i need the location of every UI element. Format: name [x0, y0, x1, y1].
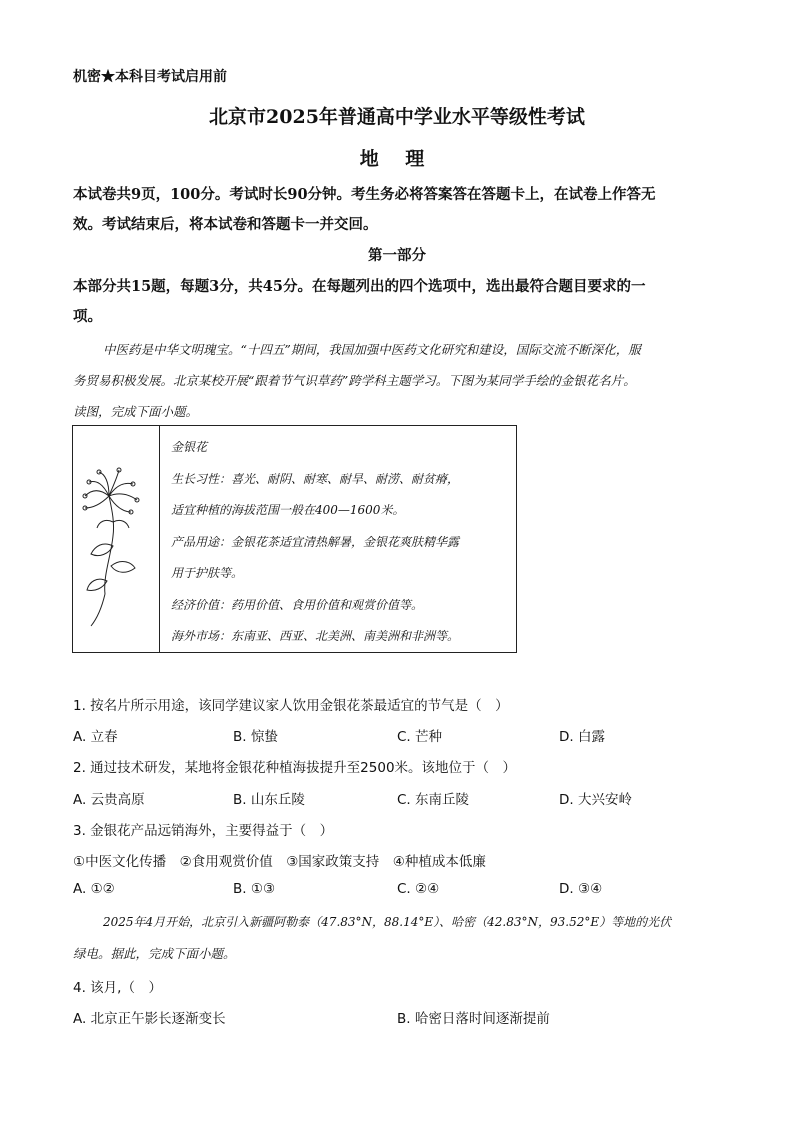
card-value-line: 经济价值：药用价值、食用价值和观赏价值等。	[171, 598, 424, 612]
part-title: 第一部分	[368, 247, 426, 264]
part-desc-line-2: 项。	[73, 308, 102, 325]
question-4-option-b[interactable]: B. 哈密日落时间逐渐提前	[397, 1011, 550, 1027]
card-habit-line-1: 生长习性：喜光、耐阴、耐寒、耐旱、耐涝、耐贫瘠，	[171, 472, 460, 486]
card-use-line-2: 用于护肤等。	[171, 566, 244, 580]
passage1-line-3: 读图，完成下面小题。	[73, 404, 199, 419]
question-2-option-a[interactable]: A. 云贵高原	[73, 792, 145, 808]
question-3-option-d[interactable]: D. ③④	[559, 881, 603, 897]
exam-title: 北京市2025年普通高中学业水平等级性考试	[209, 106, 585, 128]
part-desc-line-1: 本部分共15题，每题3分，共45分。在每题列出的四个选项中，选出最符合题目要求的一	[73, 278, 646, 295]
question-4-stem: 4. 该月,（ ）	[73, 980, 162, 996]
card-market-line: 海外市场：东南亚、西亚、北美洲、南美洲和非洲等。	[171, 629, 460, 643]
card-habit-line-2: 适宜种植的海拔范围一般在400—1600米。	[171, 503, 405, 517]
subject-title: 地 理	[359, 148, 435, 170]
passage1-line-1: 中医药是中华文明瑰宝。“十四五”期间，我国加强中医药文化研究和建设，国际交流不断深化，服	[103, 342, 641, 357]
passage1-line-2: 务贸易积极发展。北京某校开展“跟着节气识草药”跨学科主题学习。下图为某同学手绘的金银花名片。	[73, 373, 636, 388]
card-illustration-cell	[73, 426, 160, 652]
passage2-line-1: 2025年4月开始，北京引入新疆阿勒泰（47.83°N，88.14°E）、哈密（42.83°N，93.52°E）等地的光伏	[103, 915, 672, 929]
instructions-line-1: 本试卷共9页，100分。考试时长90分钟。考生务必将答案答在答题卡上，在试卷上作答无	[73, 186, 656, 203]
question-2-stem: 2. 通过技术研发，某地将金银花种植海拔提升至2500米。该地位于（ ）	[73, 760, 517, 776]
card-title: 金银花	[171, 440, 208, 454]
instructions-line-2: 效。考试结束后，将本试卷和答题卡一并交回。	[73, 216, 378, 233]
honeysuckle-drawing-icon	[73, 426, 159, 652]
question-2-option-b[interactable]: B. 山东丘陵	[233, 792, 305, 808]
card-use-line-1: 产品用途：金银花茶适宜清热解暑，金银花爽肤精华露	[171, 535, 460, 549]
question-1-option-c[interactable]: C. 芒种	[397, 729, 443, 745]
question-1-option-b[interactable]: B. 惊蛰	[233, 729, 278, 745]
question-3-option-a[interactable]: A. ①②	[73, 881, 115, 897]
confidential-label: 机密★本科目考试启用前	[73, 69, 227, 85]
question-1-option-d[interactable]: D. 白露	[559, 729, 605, 745]
question-2-option-c[interactable]: C. 东南丘陵	[397, 792, 470, 808]
question-2-option-d[interactable]: D. 大兴安岭	[559, 792, 632, 808]
question-3-option-b[interactable]: B. ①③	[233, 881, 276, 897]
question-3-option-c[interactable]: C. ②④	[397, 881, 440, 897]
honeysuckle-name-card	[72, 425, 517, 653]
question-3-factors: ①中医文化传播 ②食用观赏价值 ③国家政策支持 ④种植成本低廉	[73, 854, 486, 870]
passage2-line-2: 绿电。据此，完成下面小题。	[73, 946, 236, 961]
question-1-stem: 1. 按名片所示用途，该同学建议家人饮用金银花茶最适宜的节气是（ ）	[73, 698, 509, 714]
question-1-option-a[interactable]: A. 立春	[73, 729, 118, 745]
question-4-option-a[interactable]: A. 北京正午影长逐渐变长	[73, 1011, 226, 1027]
question-3-stem: 3. 金银花产品远销海外，主要得益于（ ）	[73, 823, 334, 839]
